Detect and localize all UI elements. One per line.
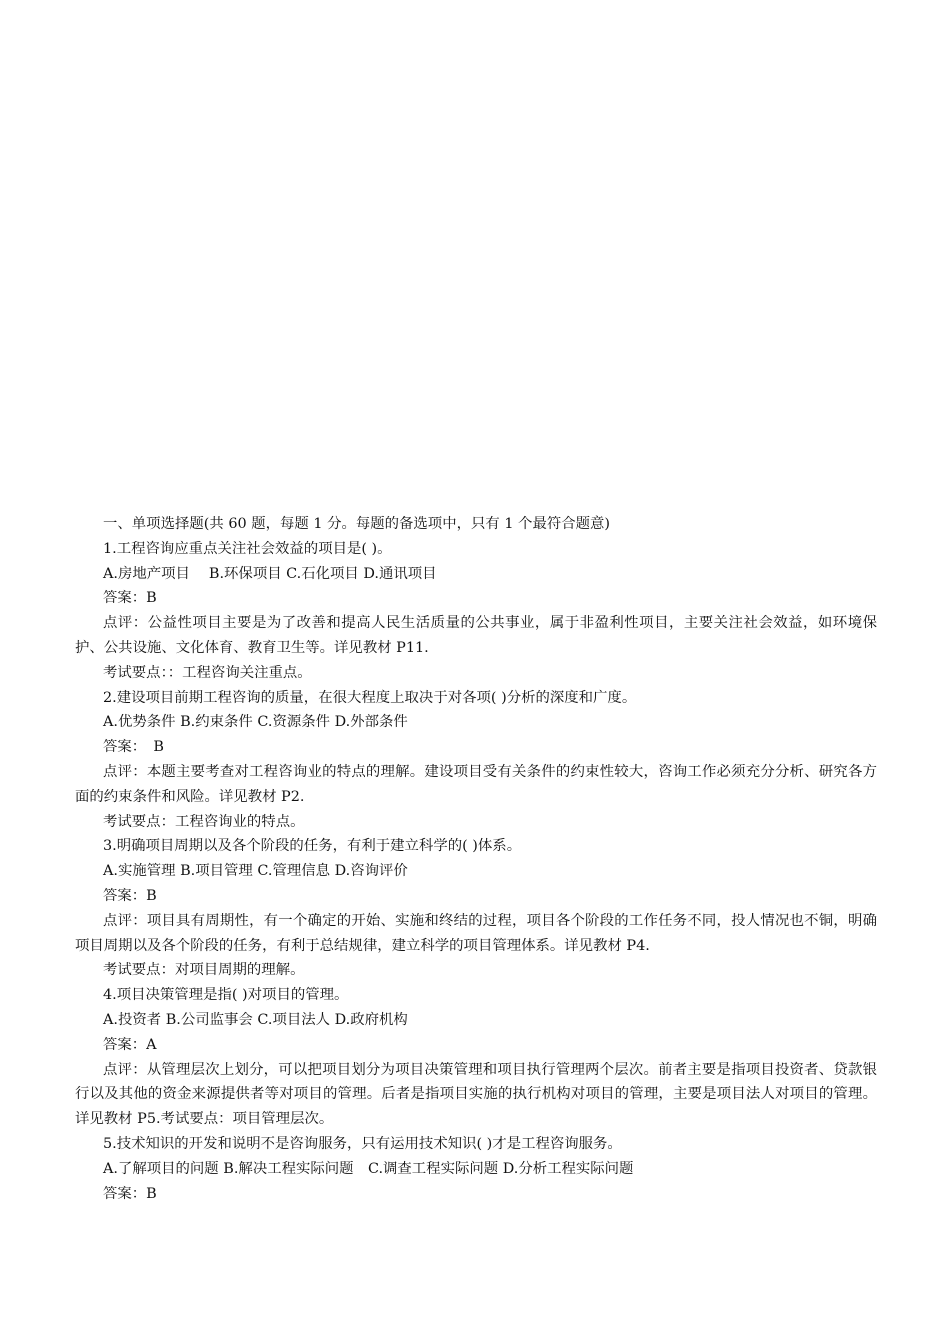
question-1-answer: 答案：B (103, 590, 157, 607)
question-4-stem: 4.项目决策管理是指( )对项目的管理。 (103, 987, 349, 1004)
question-3-key-point: 考试要点：对项目周期的理解。 (103, 962, 305, 979)
question-1-comment: 点评：公益性项目主要是为了改善和提高人民生活质量的公共事业，属于非盈利性项目，主要关注社会效益，如环境保护、公共设施、文化体育、教育卫生等。详见教材 P11. (75, 615, 877, 656)
question-2-comment: 点评：本题主要考查对工程咨询业的特点的理解。建设项目受有关条件的约束性较大，咨询工作必须充分分析、研究各方面的约束条件和风险。详见教材 P2. (75, 763, 877, 805)
question-5-options: A.了解项目的问题 B.解决工程实际问题 C.调查工程实际问题 D.分析工程实际问题 (103, 1160, 634, 1177)
question-4-options: A.投资者 B.公司监事会 C.项目法人 D.政府机构 (103, 1011, 408, 1028)
document-body (75, 512, 877, 1206)
question-3-answer: 答案：B (103, 887, 157, 904)
question-4-comment: 点评：从管理层次上划分，可以把项目划分为项目决策管理和项目执行管理两个层次。前者主要是指项目投资者、贷款银行以及其他的资金来源提供者等对项目的管理。后者是指项目实施的执行机构对项目的管理，主要是项目法人对项目的管理。详见教材 P5.考试要点：项目管理层次。 (75, 1061, 877, 1128)
question-2-key-point: 考试要点：工程咨询业的特点。 (103, 813, 305, 830)
question-1-options: A.房地产项目 B.环保项目 C.石化项目 D.通讯项目 (103, 565, 437, 582)
question-1-stem: 1.工程咨询应重点关注社会效益的项目是( )。 (103, 540, 392, 557)
section-heading: 一、单项选择题(共 60 题，每题 1 分。每题的备选项中，只有 1 个最符合题意) (103, 516, 611, 532)
question-3-options: A.实施管理 B.项目管理 C.管理信息 D.咨询评价 (103, 863, 408, 880)
question-5-answer: 答案：B (103, 1185, 157, 1202)
question-2-answer: 答案： B (103, 739, 164, 756)
question-2-options: A.优势条件 B.约束条件 C.资源条件 D.外部条件 (103, 714, 408, 731)
question-3-stem: 3.明确项目周期以及各个阶段的任务，有利于建立科学的( )体系。 (103, 838, 522, 855)
question-1-key-point: 考试要点：：工程咨询关注重点。 (103, 664, 312, 681)
question-4-answer: 答案：A (103, 1036, 157, 1053)
question-5-stem: 5.技术知识的开发和说明不是咨询服务，只有运用技术知识( )才是工程咨询服务。 (103, 1135, 622, 1152)
question-3-comment: 点评：项目具有周期性，有一个确定的开始、实施和终结的过程，项目各个阶段的工作任务不同，投人情况也不铜，明确项目周期以及各个阶段的任务，有利于总结规律，建立科学的项目管理体系。详见教材 P4. (75, 912, 877, 954)
question-2-stem: 2.建设项目前期工程咨询的质量，在很大程度上取决于对各项( )分析的深度和广度。 (103, 689, 637, 706)
